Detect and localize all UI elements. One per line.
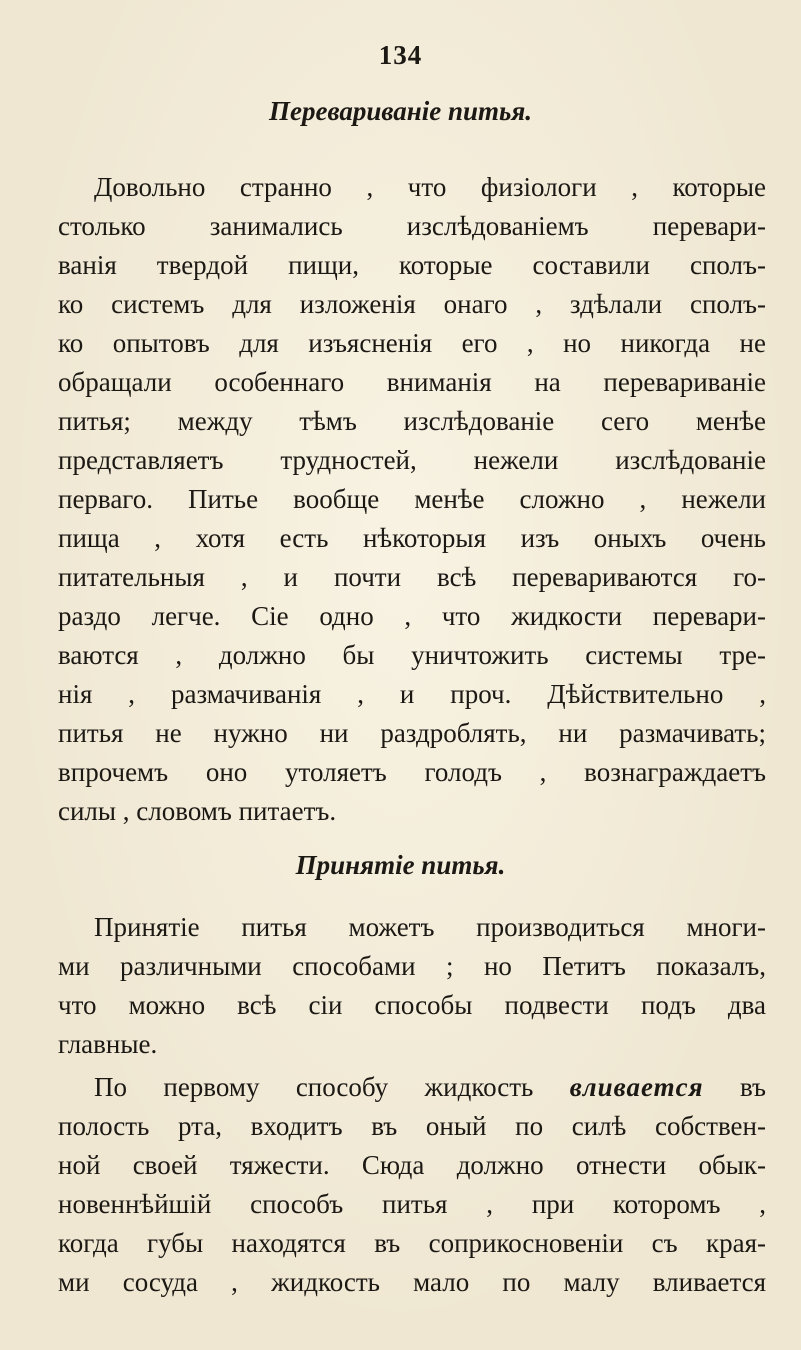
text-line: главные. bbox=[58, 1029, 158, 1059]
text-line: перваго. Питье вообще менѣе сложно , нежели bbox=[58, 484, 766, 514]
text-line: ко опытовъ для изъясненія его , но никогда не bbox=[58, 328, 766, 358]
text-line: ванія твердой пищи, которые составили сполъ- bbox=[58, 250, 766, 280]
text-line: питательныя , и почти всѣ перевариваются го- bbox=[58, 562, 766, 592]
text-line-with-emphasis bbox=[58, 1068, 766, 1107]
text-line: ной своей тяжести. Сюда должно отнести обык- bbox=[58, 1150, 766, 1180]
text-line: пища , хотя есть нѣкоторыя изъ оныхъ очень bbox=[58, 523, 766, 553]
text-line: Довольно странно , что физіологи , которые bbox=[94, 172, 766, 202]
text-line: представляетъ трудностей, нежели изслѣдованіе bbox=[58, 445, 766, 475]
text-segment: въ bbox=[739, 1072, 766, 1102]
page-number: 134 bbox=[378, 40, 423, 70]
emphasized-word: вливается bbox=[569, 1072, 704, 1102]
text-segment: По первому способу жидкость bbox=[94, 1072, 534, 1102]
text-line: раздо легче. Сіе одно , что жидкости перевари- bbox=[58, 601, 766, 631]
paragraph-digestion bbox=[58, 168, 766, 831]
text-line: ко системъ для изложенія онаго , здѣлали сполъ- bbox=[58, 289, 766, 319]
text-line: питья не нужно ни раздроблять, ни размачивать; bbox=[58, 718, 766, 748]
text-line: впрочемъ оно утоляетъ голодъ , вознаграждаетъ bbox=[58, 757, 766, 787]
text-line: что можно всѣ сіи способы подвести подъ два bbox=[58, 990, 766, 1020]
paragraph-first-method bbox=[58, 1068, 766, 1302]
section-heading-taking-drink: Принятіе питья. bbox=[295, 850, 506, 880]
text-line: новеннѣйшій способъ питья , при которомъ , bbox=[58, 1189, 766, 1219]
text-line: обращали особеннаго вниманія на перевариваніе bbox=[58, 367, 766, 397]
text-line: силы , словомъ питаетъ. bbox=[58, 796, 337, 826]
paragraph-taking-drink bbox=[58, 908, 766, 1064]
text-line: Принятіе питья можетъ производиться многи- bbox=[94, 912, 766, 942]
section-heading-digestion-of-drink: Перевариваніе питья. bbox=[269, 96, 532, 126]
text-line: полость рта, входитъ въ оный по силѣ собствен- bbox=[58, 1111, 766, 1141]
text-line: ваются , должно бы уничтожить системы тре- bbox=[58, 640, 766, 670]
text-line: ми сосуда , жидкость мало по малу вливается bbox=[58, 1267, 766, 1297]
text-line: питья; между тѣмъ изслѣдованіе сего менѣе bbox=[58, 406, 766, 436]
text-line: когда губы находятся въ соприкосновеніи съ края- bbox=[58, 1228, 766, 1258]
text-line: столько занимались изслѣдованіемъ перевари- bbox=[58, 211, 766, 241]
text-line: ми различными способами ; но Петитъ показалъ, bbox=[58, 951, 766, 981]
text-line: нія , размачиванія , и проч. Дѣйствительно , bbox=[58, 679, 766, 709]
